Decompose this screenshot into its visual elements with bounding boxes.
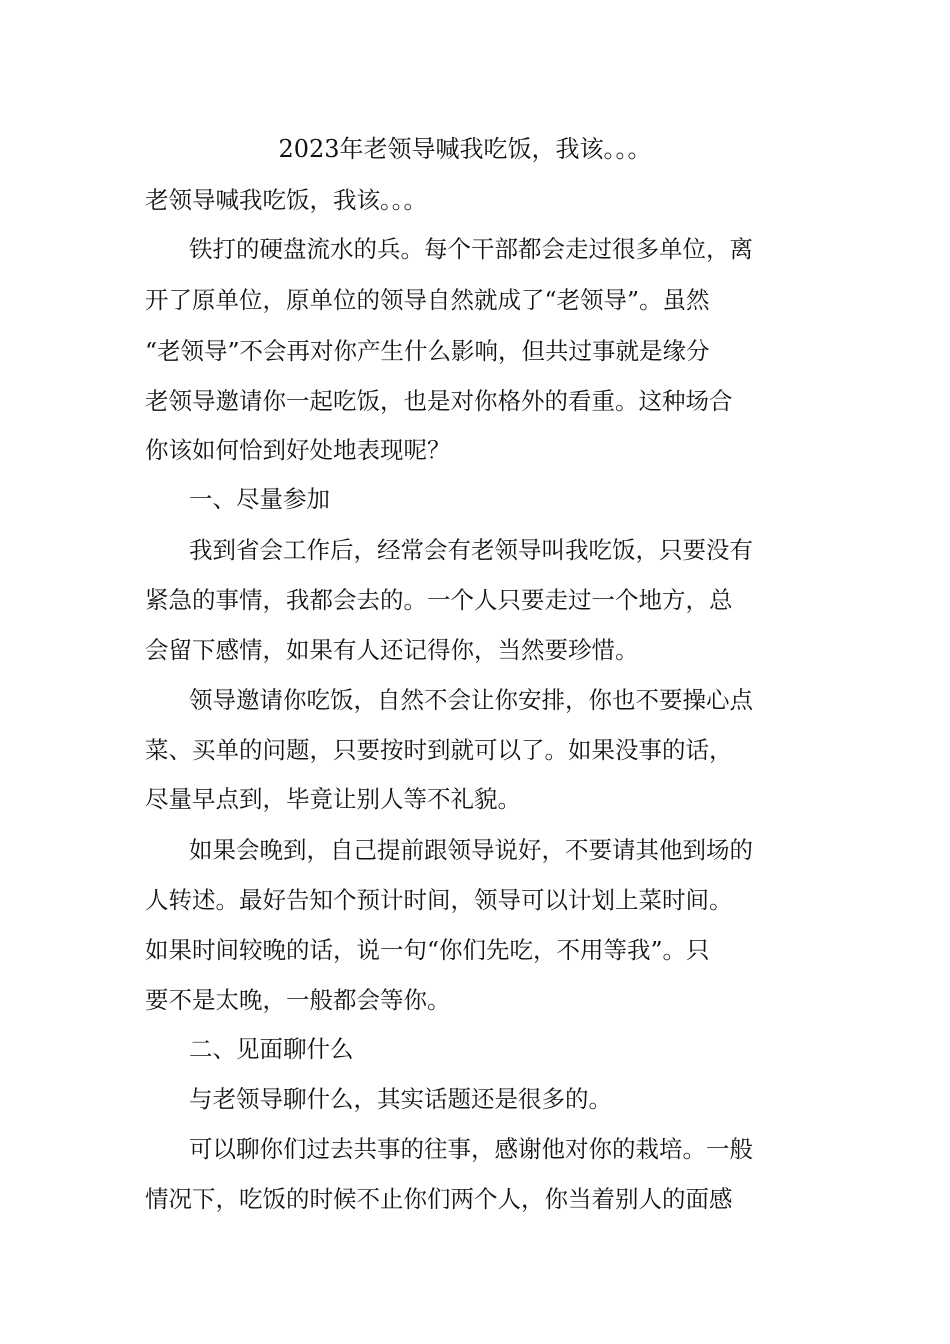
paragraph-line: 如果时间较晚的话，说一句“你们先吃，不用等我”。只 <box>145 936 710 964</box>
section-heading: 一、尽量参加 <box>189 485 330 513</box>
paragraph-line: 我到省会工作后，经常会有老领导叫我吃饭，只要没有 <box>189 536 753 564</box>
paragraph-line: 如果会晚到，自己提前跟领导说好，不要请其他到场的 <box>189 836 753 864</box>
paragraph-line: 你该如何恰到好处地表现呢？ <box>145 436 451 464</box>
section-heading: 二、见面聊什么 <box>189 1035 354 1063</box>
paragraph-line: 铁打的硬盘流水的兵。每个干部都会走过很多单位，离 <box>189 235 753 263</box>
paragraph-line: 开了原单位，原单位的领导自然就成了“老领导”。虽然 <box>145 286 710 314</box>
paragraph-line: 老领导邀请你一起吃饭，也是对你格外的看重。这种场合 <box>145 387 733 415</box>
subtitle-line: 老领导喊我吃饭，我该。。。 <box>145 186 427 214</box>
paragraph-line: 菜、买单的问题，只要按时到就可以了。如果没事的话， <box>145 736 733 764</box>
paragraph-line: 会留下感情，如果有人还记得你，当然要珍惜。 <box>145 636 639 664</box>
paragraph-line: 情况下，吃饭的时候不止你们两个人，你当着别人的面感 <box>145 1185 733 1213</box>
document-title: 2023年老领导喊我吃饭，我该。。。 <box>278 135 652 163</box>
paragraph-line: 领导邀请你吃饭，自然不会让你安排，你也不要操心点 <box>189 686 753 714</box>
paragraph-line: 与老领导聊什么，其实话题还是很多的。 <box>189 1085 612 1113</box>
paragraph-line: 尽量早点到，毕竟让别人等不礼貌。 <box>145 785 521 813</box>
paragraph-line: 可以聊你们过去共事的往事，感谢他对你的栽培。一般 <box>189 1135 753 1163</box>
paragraph-line: 紧急的事情，我都会去的。一个人只要走过一个地方，总 <box>145 586 733 614</box>
paragraph-line: “老领导”不会再对你产生什么影响，但共过事就是缘分 <box>145 337 710 365</box>
paragraph-line: 要不是太晚，一般都会等你。 <box>145 986 451 1014</box>
paragraph-line: 人转述。最好告知个预计时间，领导可以计划上菜时间。 <box>145 886 733 914</box>
